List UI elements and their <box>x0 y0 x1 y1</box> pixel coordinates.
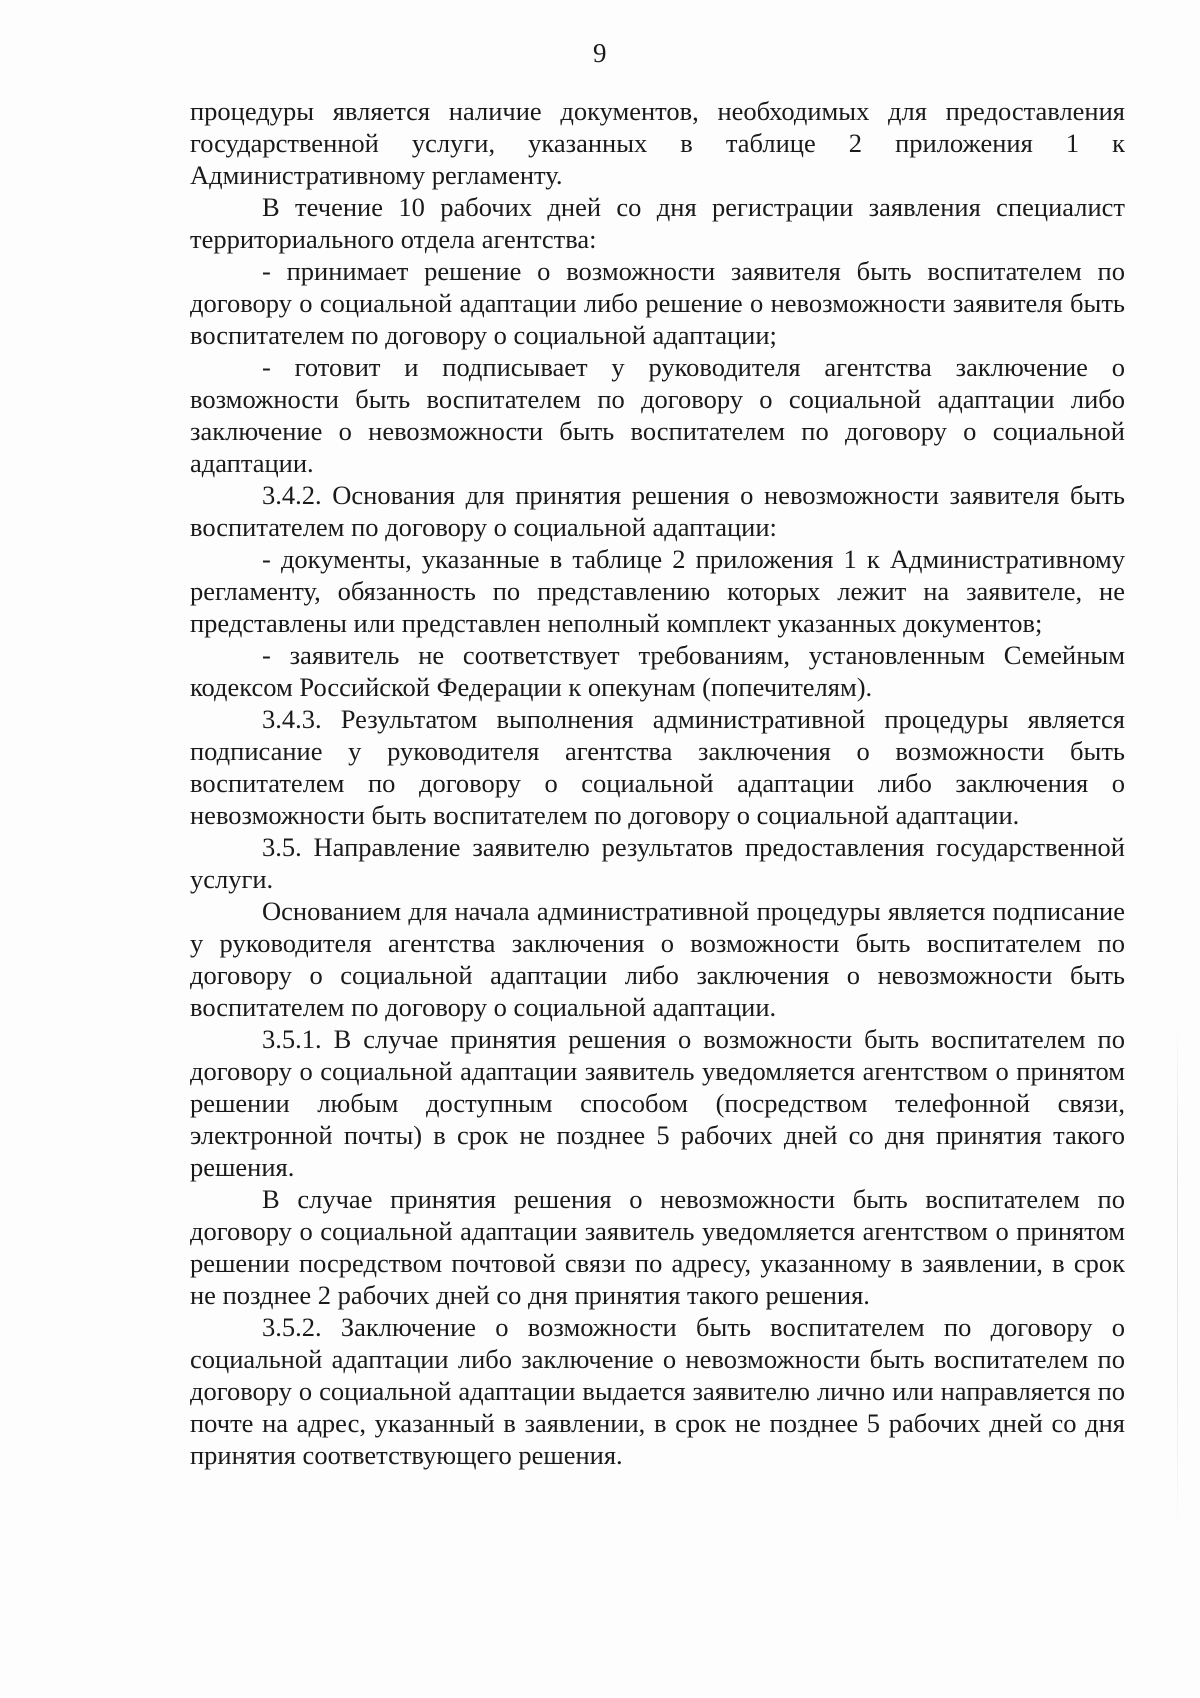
document-body <box>190 95 1125 1471</box>
section-3-4-3: 3.4.3. Результатом выполнения административной процедуры является подписание у руководителя агентства заключения о возможности быть воспитателем по договору о социальной адаптации либо заключения о невозможности быть воспитателем по договору о социальной адаптации. <box>190 704 1125 830</box>
scan-edge-mark <box>1177 1020 1178 1540</box>
section-3-5: 3.5. Направление заявителю результатов предоставления государственной услуги. <box>190 832 1125 894</box>
section-3-4-2: 3.4.2. Основания для принятия решения о невозможности заявителя быть воспитателем по договору о социальной адаптации: <box>190 480 1125 542</box>
list-item-decision: - принимает решение о возможности заявителя быть воспитателем по договору о социальной адаптации либо решение о невозможности заявителя быть воспитателем по договору о социальной адаптации; <box>190 256 1125 350</box>
paragraph-specialist-duties: В течение 10 рабочих дней со дня регистрации заявления специалист территориального отдела агентства: <box>190 192 1125 254</box>
paragraph-negative-decision: В случае принятия решения о невозможности быть воспитателем по договору о социальной адаптации заявитель уведомляется агентством о принятом решении посредством почтовой связи по адресу, указанному в заявлении, в срок не позднее 2 рабочих дней со дня принятия такого решения. <box>190 1184 1125 1310</box>
section-3-5-1: 3.5.1. В случае принятия решения о возможности быть воспитателем по договору о социальной адаптации заявитель уведомляется агентством о принятом решении любым доступным способом (посредством телефонной связи, электронной почты) в срок не позднее 5 рабочих дней со дня принятия такого решения. <box>190 1024 1125 1182</box>
paragraph-basis: Основанием для начала административной процедуры является подписание у руководителя агентства заключения о возможности быть воспитателем по договору о социальной адаптации либо заключения о невозможности быть воспитателем по договору о социальной адаптации. <box>190 896 1125 1022</box>
section-3-5-2: 3.5.2. Заключение о возможности быть воспитателем по договору о социальной адаптации либо заключение о невозможности быть воспитателем по договору о социальной адаптации выдается заявителю лично или направляется по почте на адрес, указанный в заявлении, в срок не позднее 5 рабочих дней со дня принятия соответствующего решения. <box>190 1312 1125 1470</box>
paragraph-continuation: процедуры является наличие документов, необходимых для предоставления государственной услуги, указанных в таблице 2 приложения 1 к Административному регламенту. <box>190 96 1125 190</box>
list-item-documents-missing: - документы, указанные в таблице 2 приложения 1 к Административному регламенту, обязанность по представлению которых лежит на заявителе, не представлены или представлен неполный комплект указанных документов; <box>190 544 1125 638</box>
list-item-conclusion: - готовит и подписывает у руководителя агентства заключение о возможности быть воспитателем по договору о социальной адаптации либо заключение о невозможности быть воспитателем по договору о социальной адаптации. <box>190 352 1125 478</box>
page-number: 9 <box>593 38 607 68</box>
list-item-requirements: - заявитель не соответствует требованиям, установленным Семейным кодексом Российской Федерации к опекунам (попечителям). <box>190 640 1125 702</box>
